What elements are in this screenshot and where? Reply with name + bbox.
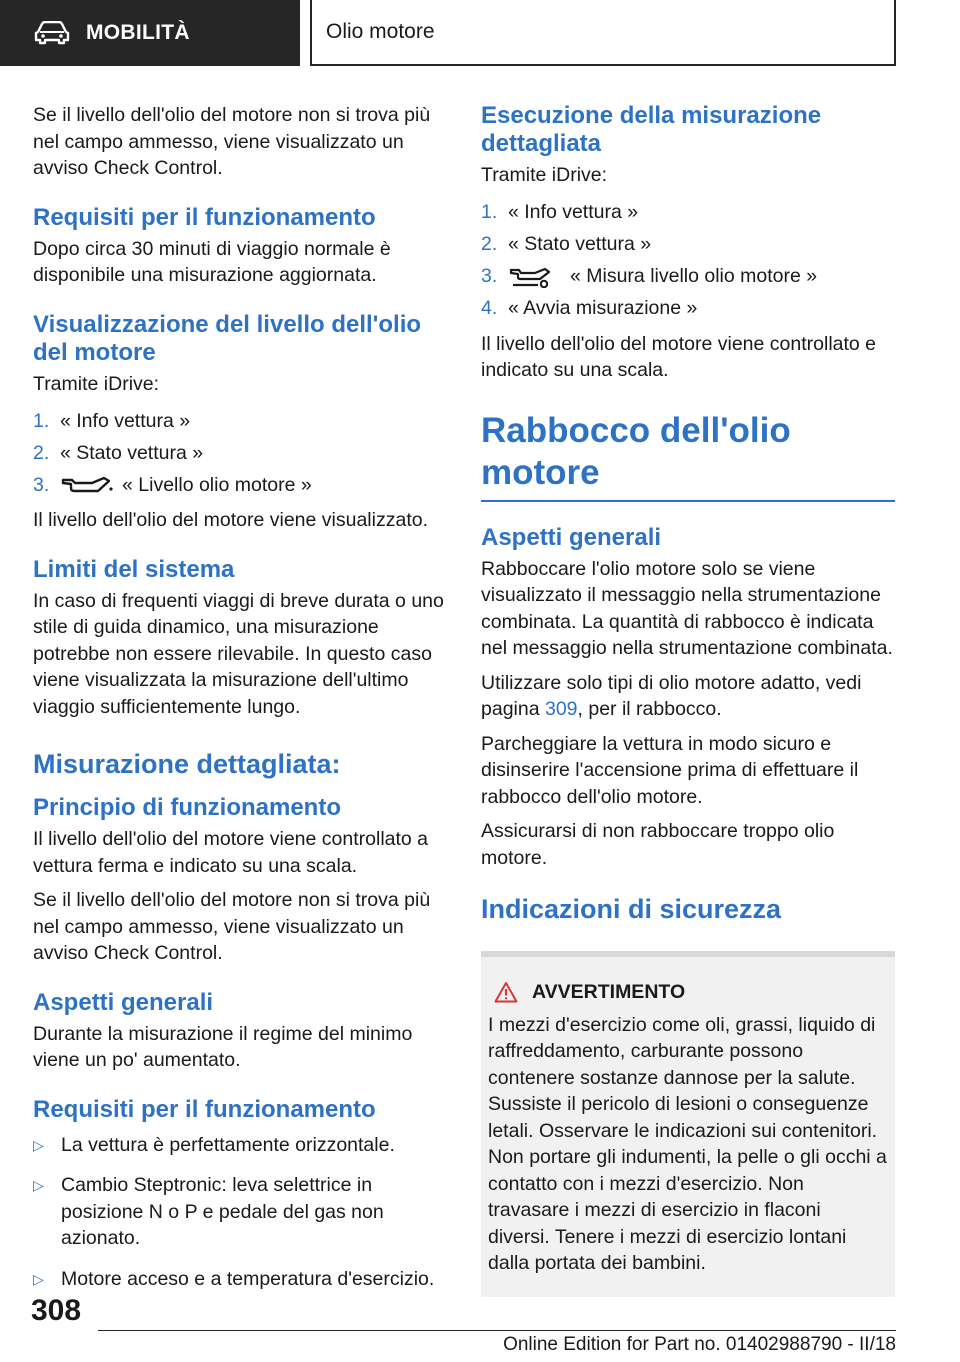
idrive-label: Tramite iDrive:: [33, 372, 160, 395]
list-item: [481, 229, 895, 261]
step-text: « Stato vettura »: [60, 441, 204, 464]
warning-text: I mezzi d'esercizio come oli, grassi, liquido di raffreddamento, carburante possono contenere sostanze dannose per la salute. Sussiste il pericolo di lesioni o conseguenze letali. Osservare le indicazioni sui contenitori. Non portare gli indumenti, la pelle o gli occhi a contatto con i mezzi d'esercizio. Non travasare i mezzi di esercizio in flaconi diversi. Tenere i mezzi di esercizio lontani dalla portata dei bambini.: [488, 1013, 887, 1274]
section-title: MOBILITÀ: [86, 21, 190, 44]
general-text-4: Assicurarsi di non rabboccare troppo olio motore.: [481, 820, 835, 869]
page-reference-link[interactable]: 309: [544, 698, 578, 720]
execution-steps: [481, 197, 895, 325]
chapter-title: Olio motore: [310, 0, 896, 66]
step-number: 2.: [33, 441, 50, 464]
warning-box: [481, 951, 895, 1297]
header-section-tab: [0, 0, 300, 66]
list-item: [33, 469, 449, 501]
warning-triangle-icon: [494, 981, 518, 1003]
step-text: « Misura livello olio motore »: [570, 265, 818, 288]
oil-can-icon: [60, 474, 114, 496]
footer-divider: [98, 1330, 896, 1331]
step-number: 4.: [481, 297, 498, 320]
system-limits-text: In caso di frequenti viaggi di breve durata o uno stile di guida dinamico, una misurazione potrebbe non essere rilevabile. In questo caso viene visualizzata la misurazione dell'ultimo viaggio sufficientemente lungo.: [33, 589, 444, 718]
edition-text: Online Edition for Part no. 01402988790 - II/18: [503, 1334, 896, 1355]
display-level-heading: Visualizzazione del livello dell'olio del motore: [33, 310, 422, 366]
principle-text-1: Il livello dell'olio del motore viene controllato a vettura ferma e indicato su una scala.: [33, 828, 429, 877]
triangle-bullet-icon: ▷: [33, 1177, 44, 1193]
principle-text-2: Se il livello dell'olio del motore non si trova più nel campo ammesso, viene visualizzato un avviso Check Control.: [33, 889, 431, 964]
list-item: [33, 1132, 449, 1159]
step-text: « Info vettura »: [508, 201, 639, 224]
right-column: [481, 102, 895, 1297]
triangle-bullet-icon: ▷: [33, 1136, 44, 1153]
list-item: [33, 1172, 449, 1252]
requirements-heading: Requisiti per il funzionamento: [33, 203, 376, 231]
step-number: 1.: [33, 409, 50, 432]
car-icon: [34, 21, 70, 45]
list-item: [33, 437, 449, 469]
general-aspects-text: Durante la misurazione il regime del minimo viene un po' aumentato.: [33, 1022, 413, 1071]
list-item: [33, 1266, 449, 1293]
principle-heading: Principio di funzionamento: [33, 794, 341, 821]
step-text: « Avvia misurazione »: [508, 297, 698, 320]
page-number: 308: [31, 1294, 82, 1327]
step-text: « Info vettura »: [60, 409, 191, 432]
execution-heading: Esecuzione della misurazione dettagliata: [481, 102, 822, 157]
list-item: [481, 197, 895, 229]
step-number: 1.: [481, 201, 498, 224]
requirements-list: [33, 1132, 449, 1293]
list-item-text: Cambio Steptronic: leva selettrice in posizione N o P e pedale del gas non azionato.: [61, 1174, 384, 1249]
execution-result: Il livello dell'olio del motore viene controllato e indicato su una scala.: [481, 332, 877, 381]
system-limits-heading: Limiti del sistema: [33, 555, 235, 583]
list-item-text: La vettura è perfettamente orizzontale.: [61, 1133, 395, 1156]
requirements-2-heading: Requisiti per il funzionamento: [33, 1095, 376, 1123]
general-text-3: Parcheggiare la vettura in modo sicuro e disinserire l'accensione prima di effettuare il rabbocco dell'olio motore.: [481, 732, 859, 808]
display-steps: [33, 405, 449, 501]
step-text: « Livello olio motore »: [122, 473, 312, 496]
step-number: 3.: [481, 265, 498, 288]
step-text: « Stato vettura »: [508, 233, 652, 256]
step-number: 3.: [33, 473, 50, 496]
left-column: [33, 102, 449, 1306]
safety-heading: Indicazioni di sicurezza: [481, 894, 782, 924]
general-aspects-heading: Aspetti generali: [481, 523, 662, 551]
warning-title: AVVERTIMENTO: [532, 981, 686, 1003]
general-text-2: Utilizzare solo tipi di olio motore adatto, vedi pagina 309, per il rabbocco.: [481, 671, 862, 720]
topping-up-heading: Rabbocco dell'olio motore: [481, 410, 895, 502]
step-number: 2.: [481, 233, 498, 256]
intro-text: Se il livello dell'olio del motore non si trova più nel campo ammesso, viene visualizzato un avviso Check Control.: [33, 104, 431, 179]
oil-measure-icon: [508, 266, 562, 288]
triangle-bullet-icon: ▷: [33, 1270, 44, 1287]
detailed-measurement-heading: Misurazione dettagliata:: [33, 749, 341, 779]
idrive-label: Tramite iDrive:: [481, 164, 608, 186]
general-aspects-heading: Aspetti generali: [33, 988, 214, 1016]
display-result: Il livello dell'olio del motore viene visualizzato.: [33, 509, 428, 531]
list-item: [33, 405, 449, 437]
list-item-text: Motore acceso e a temperatura d'esercizio.: [61, 1267, 435, 1290]
general-text-1: Rabboccare l'olio motore solo se viene visualizzato il messaggio nella strumentazione combinata. La quantità di rabbocco è indicata nel messaggio nella strumentazione combinata.: [481, 557, 893, 659]
list-item: [481, 293, 895, 325]
requirements-text: Dopo circa 30 minuti di viaggio normale è disponibile una misurazione aggiornata.: [33, 237, 391, 286]
list-item: [481, 261, 895, 293]
